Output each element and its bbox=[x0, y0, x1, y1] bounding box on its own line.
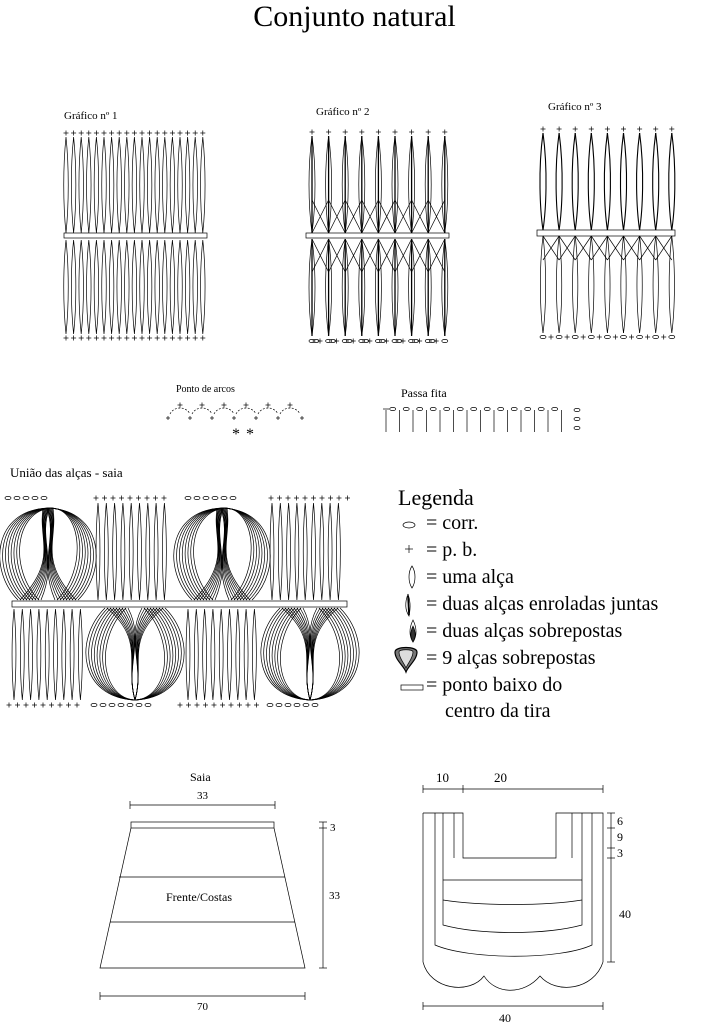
arches-asterisks: * * bbox=[232, 426, 255, 443]
top-pattern bbox=[423, 785, 615, 1010]
legend-item-single-crochet: = p. b. bbox=[426, 539, 478, 561]
union-label: União das alças - saia bbox=[10, 465, 123, 480]
two-overlapped-loops-icon bbox=[410, 620, 416, 642]
arches-label: Ponto de arcos bbox=[176, 384, 235, 395]
page-title: Conjunto natural bbox=[253, 0, 456, 33]
legend-item-nine-overlapped: = 9 alças sobrepostas bbox=[426, 647, 596, 669]
legend-item-one-loop: = uma alça bbox=[426, 566, 514, 588]
chart2-diagram bbox=[306, 130, 449, 344]
chart1-label: Gráfico nº 1 bbox=[64, 110, 118, 122]
legend-item-strip-center: = ponto baixo do bbox=[426, 674, 563, 696]
strip-center-stitch-icon bbox=[401, 685, 423, 690]
chain-stitch-icon bbox=[403, 522, 415, 528]
skirt-bottom-width: 70 bbox=[197, 1001, 208, 1013]
legend-item-two-overlapped: = duas alças sobrepostas bbox=[426, 620, 623, 642]
ribbon-diagram bbox=[383, 407, 580, 432]
top-height-2: 9 bbox=[617, 830, 623, 844]
legend-item-two-twisted: = duas alças enroladas juntas bbox=[426, 593, 659, 615]
skirt-pattern bbox=[100, 801, 327, 1000]
nine-overlapped-loops-icon bbox=[395, 648, 417, 673]
one-loop-icon bbox=[409, 566, 415, 588]
ribbon-label: Passa fita bbox=[401, 386, 447, 400]
chart3-diagram bbox=[537, 127, 675, 340]
two-twisted-loops-icon bbox=[406, 594, 410, 616]
skirt-height: 33 bbox=[329, 890, 340, 902]
top-height-3: 3 bbox=[617, 846, 623, 860]
top-height-4: 40 bbox=[619, 907, 631, 921]
chart1-diagram bbox=[64, 131, 208, 341]
skirt-band-height: 3 bbox=[330, 822, 336, 834]
legend-item-chain: = corr. bbox=[426, 512, 479, 534]
top-width-1: 10 bbox=[436, 770, 449, 785]
top-height-1: 6 bbox=[617, 814, 623, 828]
legend-title: Legenda bbox=[398, 485, 474, 510]
skirt-panel-label: Frente/Costas bbox=[166, 890, 232, 904]
chart3-label: Gráfico nº 3 bbox=[548, 101, 602, 113]
single-crochet-icon bbox=[405, 545, 413, 553]
top-width-2: 20 bbox=[494, 770, 507, 785]
skirt-top-width: 33 bbox=[197, 790, 208, 802]
chart2-label: Gráfico nº 2 bbox=[316, 106, 370, 118]
top-bottom-width: 40 bbox=[499, 1011, 511, 1025]
legend-icons bbox=[395, 522, 423, 690]
legend-item-strip-center-cont: centro da tira bbox=[445, 700, 551, 722]
skirt-title: Saia bbox=[190, 770, 211, 784]
arches-diagram bbox=[166, 403, 304, 421]
union-diagram bbox=[0, 496, 359, 708]
